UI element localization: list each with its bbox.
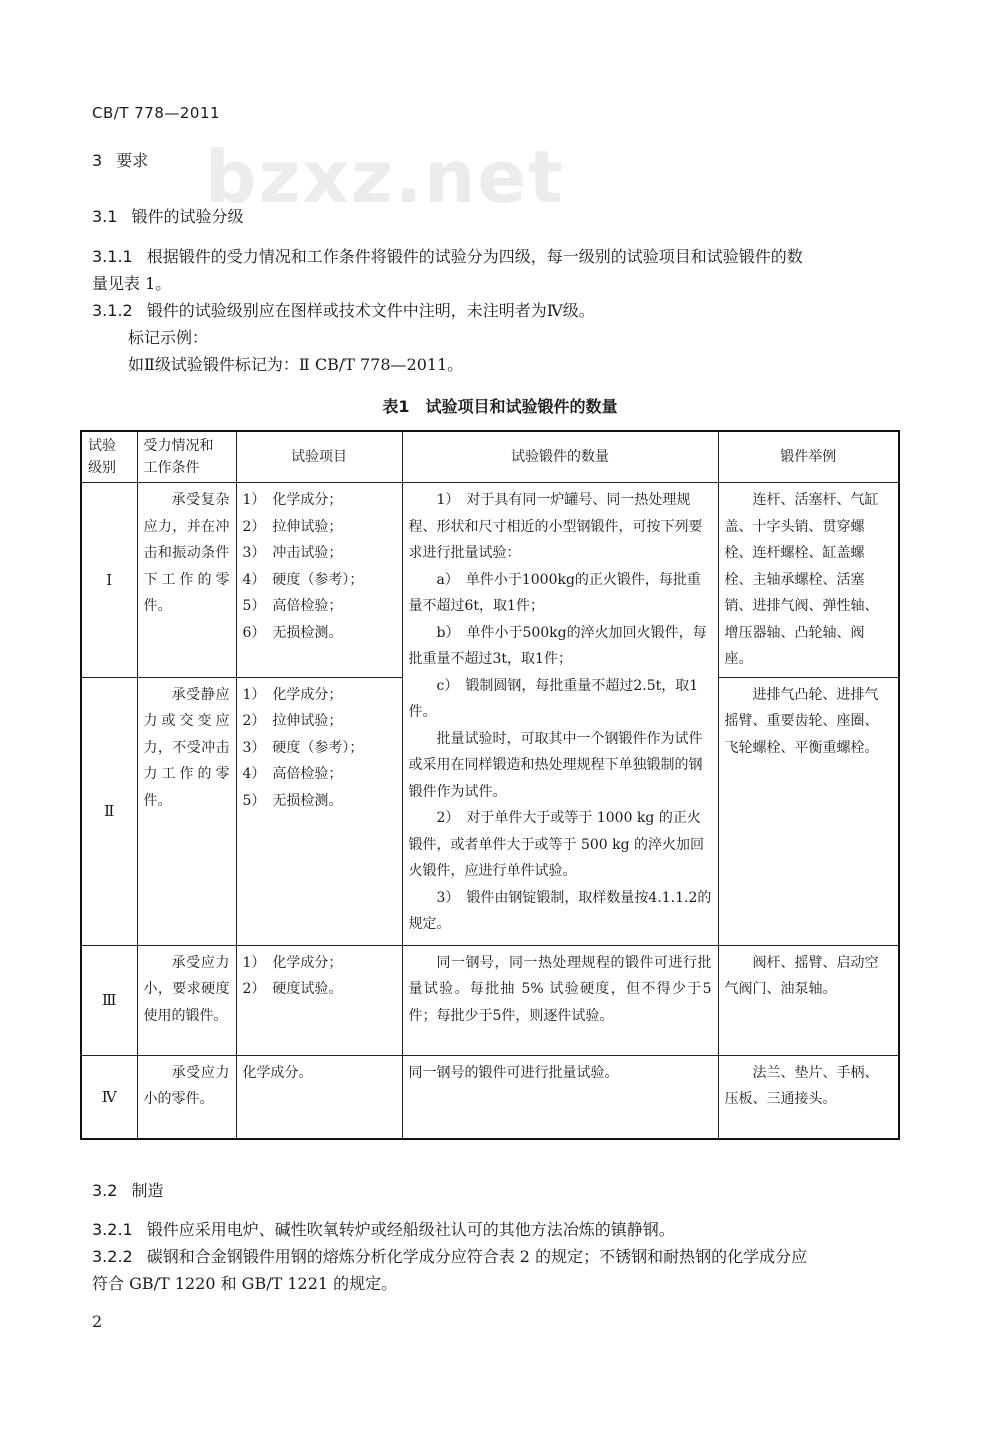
- clause-number: 3.1.1: [92, 247, 133, 266]
- section-title: 锻件的试验分级: [131, 207, 244, 226]
- header-condition: 受力情况和 工作条件: [137, 431, 236, 483]
- level-cell: Ⅳ: [81, 1055, 137, 1139]
- section-number: 3: [92, 151, 103, 170]
- section-number: 3.1: [92, 207, 118, 226]
- header-level: 试验 级别: [81, 431, 137, 483]
- quantity-cell: 同一钢号，同一热处理规程的锻件可进行批量试验。每批抽 5% 试验硬度，但不得少于5件；每批少于5件，则逐件试验。: [402, 945, 718, 1055]
- clause-number: 3.1.2: [92, 301, 133, 320]
- clause-number: 3.2.2: [92, 1247, 133, 1266]
- examples-cell: 连杆、活塞杆、气缸盖、十字头销、贯穿螺栓、连杆螺栓、缸盖螺栓、主轴承螺栓、活塞销、进排气阀、弹性轴、增压器轴、凸轮轴、阀座。: [718, 483, 899, 678]
- level-cell: Ⅱ: [81, 677, 137, 945]
- quantity-cell: 同一钢号的锻件可进行批量试验。: [402, 1055, 718, 1139]
- items-cell: 1） 化学成分； 2） 硬度试验。: [236, 945, 402, 1055]
- examples-cell: 法兰、垫片、手柄、压板、三通接头。: [718, 1055, 899, 1139]
- example-label: 标记示例：: [128, 328, 209, 347]
- condition-cell: 承受静应力或交变应力，不受冲击力工作的零件。: [137, 677, 236, 945]
- standard-code-header: CB/T 778—2011: [92, 104, 221, 122]
- clause-number: 3.2.1: [92, 1220, 133, 1239]
- items-cell: 1） 化学成分； 2） 拉伸试验； 3） 硬度（参考）； 4） 高倍检验； 5） 无损检测。: [236, 677, 402, 945]
- table-row-level-3: [81, 945, 899, 1055]
- condition-cell: 承受应力小的零件。: [137, 1055, 236, 1139]
- table-row-level-4: [81, 1055, 899, 1139]
- section-3-1-heading: [92, 204, 243, 227]
- section-title: 制造: [131, 1181, 164, 1200]
- paragraph-3-1-2: [92, 297, 907, 378]
- clause-text-line1: 根据锻件的受力情况和工作条件将锻件的试验分为四级，每一级别的试验项目和试验锻件的数: [146, 247, 803, 266]
- example-text: 如Ⅱ级试验锻件标记为：Ⅱ CB/T 778—2011。: [128, 355, 464, 374]
- clause-text: 锻件应采用电炉、碱性吹氧转炉或经船级社认可的其他方法冶炼的镇静钢。: [146, 1220, 675, 1239]
- paragraph-3-2-2: [92, 1243, 907, 1297]
- examples-cell: 阀杆、摇臂、启动空气阀门、油泵轴。: [718, 945, 899, 1055]
- paragraph-3-2-1: [92, 1216, 907, 1243]
- items-cell: 化学成分。: [236, 1055, 402, 1139]
- condition-cell: 承受复杂应力，并在冲击和振动条件下工作的零件。: [137, 483, 236, 678]
- page-number: 2: [92, 1312, 103, 1331]
- examples-cell: 进排气凸轮、进排气摇臂、重要齿轮、座圈、飞轮螺栓、平衡重螺栓。: [718, 677, 899, 945]
- clause-text-line1: 碳钢和合金钢锻件用钢的熔炼分析化学成分应符合表 2 的规定；不锈钢和耐热钢的化学成分应: [146, 1247, 808, 1266]
- items-cell: 1） 化学成分； 2） 拉伸试验； 3） 冲击试验； 4） 硬度（参考）； 5） 高倍检验； 6） 无损检测。: [236, 483, 402, 678]
- level-cell: Ⅲ: [81, 945, 137, 1055]
- paragraph-3-1-1: [92, 243, 907, 297]
- section-3-2-heading: [92, 1178, 163, 1201]
- level-cell: Ⅰ: [81, 483, 137, 678]
- section-title: 要求: [116, 151, 149, 170]
- clause-text-line2: 量见表 1。: [92, 274, 172, 293]
- section-3-heading: [92, 148, 148, 171]
- section-number: 3.2: [92, 1181, 118, 1200]
- header-quantity: 试验锻件的数量: [402, 431, 718, 483]
- watermark: bzxz.net: [205, 135, 565, 219]
- table-row-level-1: [81, 483, 899, 678]
- table-1: [80, 430, 900, 1140]
- header-items: 试验项目: [236, 431, 402, 483]
- clause-text-line2: 符合 GB/T 1220 和 GB/T 1221 的规定。: [92, 1274, 398, 1293]
- clause-text: 锻件的试验级别应在图样或技术文件中注明，未注明者为Ⅳ级。: [146, 301, 595, 320]
- quantity-cell-levels-1-2: 1） 对于具有同一炉罐号、同一热处理规程、形状和尺寸相近的小型钢锻件，可按下列要求进行批量试验： a） 单件小于1000kg的正火锻件，每批重量不超过6t，取1件； b） 单件小于500kg的淬火加回火锻件，每批重量不超过3t，取1件； c） 锻制圆钢，每批重量不超过2.5t，取1件。 批量试验时，可取其中一个钢锻件作为试件或采用在同样锻造和热处理规程下单独锻制的钢锻件作为试件。 2） 对于单件大于或等于 1000 kg 的正火锻件，或者单件大于或等于 500 kg 的淬火加回火锻件，应进行单件试验。 3） 锻件由钢锭锻制，取样数量按4.1.1.2的规定。: [402, 483, 718, 946]
- table-1-caption: 表1 试验项目和试验锻件的数量: [382, 397, 618, 416]
- header-examples: 锻件举例: [718, 431, 899, 483]
- table-header-row: [81, 431, 899, 483]
- condition-cell: 承受应力小，要求硬度使用的锻件。: [137, 945, 236, 1055]
